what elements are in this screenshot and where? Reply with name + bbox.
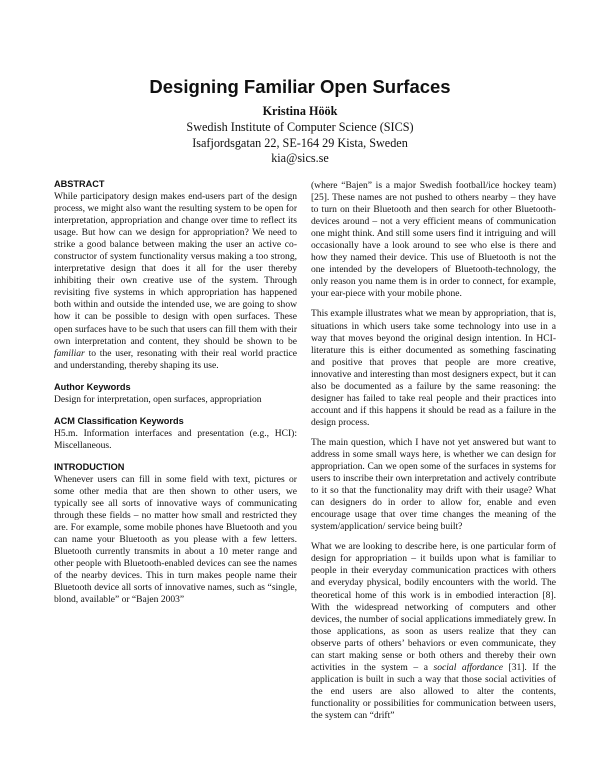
acm-heading: ACM Classification Keywords	[54, 415, 184, 426]
paper-title: Designing Familiar Open Surfaces	[149, 76, 451, 97]
author-keywords-heading: Author Keywords	[54, 381, 131, 392]
body-paragraph-4	[311, 541, 556, 722]
author-address: Isafjordsgatan 22, SE-164 29 Kista, Sweden	[192, 135, 408, 150]
introduction-section	[54, 461, 297, 607]
abstract-text	[54, 191, 297, 372]
author-keywords-text: Design for interpretation, open surfaces, appropriation	[54, 393, 262, 405]
acm-section	[54, 415, 297, 452]
introduction-heading: INTRODUCTION	[54, 461, 125, 472]
abstract-section	[54, 178, 297, 372]
author-name: Kristina Höök	[262, 104, 338, 118]
author-email: kia@sics.se	[271, 151, 329, 166]
body-paragraph-3: The main question, which I have not yet answered but want to address in some small ways here, is whether we can design for appropriation. Can we open some of the surfaces in systems for users to inscribe their own interpretation and actively contribute to it so that the functionality may drift with their usage? What can designers do in order to allow for, enable and even encourage usage that over time changes the meaning of the system/application/ service being built?	[311, 436, 556, 533]
author-keywords-section	[54, 381, 297, 406]
right-column	[311, 180, 556, 730]
abstract-text-part2: to the user, resonating with their real world practice and understanding, thereby shaping its use.	[54, 347, 297, 371]
body-paragraph-1: (where “Bajen” is a major Swedish football/ice hockey team) [25]. These names are not pushed to others nearby – they have to turn on their Bluetooth and then search for other Bluetooth-devices around – not a very efficient means of communication one might think. And still some users find it intriguing and will occasionally have a look around to see who else is there and how they named their device. This use of Bluetooth is not the one intended by the developers of Bluetooth-technology, the only reason you name them is in order to connect, for example, your ear-piece with your mobile phone.	[311, 180, 556, 300]
abstract-heading: ABSTRACT	[54, 179, 105, 189]
author-block	[0, 104, 600, 167]
acm-text: H5.m. Information interfaces and presentation (e.g., HCI): Miscellaneous.	[54, 427, 297, 451]
body-paragraph-4-part1: What we are looking to describe here, is one particular form of design for appropriation – it builds upon what is familiar to people in their everyday communication practices with others and everyday physical, bodily encounters with the world. The theoretical home of this work is in embodied interaction [8]. With the widespread networking of computers and other devices, the number of social applications immediately grew. In those applications, as soon as users realize that they can observe parts of others’ behaviors or even communicate, they can start making sense or both others and thereby their own activities in the system – a	[311, 541, 556, 673]
introduction-paragraph-1: Whenever users can fill in some field with text, pictures or some other media that are then shown to other users, we typically see all sorts of innovative ways of communicating through these fields – no matter how small and restricted they are. For example, some mobile phones have Bluetooth and you can name your Bluetooth as you please with a few letters. Bluetooth currently transmits in about a 10 meter range and other people with Bluetooth-enabled devices can see the names of the nearby devices. This in turn makes people name their Bluetooth device all sorts of innovative names, such as “single, blond, available” or “Bajen 2003”	[54, 473, 297, 606]
author-affiliation: Swedish Institute of Computer Science (SICS)	[186, 119, 414, 134]
abstract-emphasis: familiar	[54, 347, 85, 359]
abstract-text-part1: While participatory design makes end-users part of the design process, we might also want the resulting system to be open for interpretation, appropriation and change over time to reflect its usage. But how can we design for appropriation? We need to strike a good balance between making the user an active co-constructor of system functionality versus making a too strong, interpretative design that does it all for the user thereby inhibiting their own creative use of the system. Through revisiting five systems in which appropriation has happened both within and outside the intended use, we are going to show how it can be possible to design with open surfaces. These open surfaces have to be such that users can fill them with their own interpretation and content, they should be shown to be	[54, 191, 297, 347]
body-paragraph-4-part2: [31]. If the application is built in such a way that those social activities of the end users are also allowed to alter the contents, functionality or possibilities for communication between users, the system can “drift”	[311, 661, 556, 721]
social-affordance-term: social affordance	[433, 661, 503, 673]
body-paragraph-2: This example illustrates what we mean by appropriation, that is, situations in which users take some technology into use in a way that moves beyond the original design intention. In HCI-literature this is either documented as something fascinating and positive that proves that people are more creative, innovative and interesting than most designers expect, but it can also be documented as a failure by the same reasoning: the designer has failed to take real people and their practices into account and if this happens it should be read as a failure in the design process.	[311, 308, 556, 428]
left-column	[54, 178, 297, 615]
